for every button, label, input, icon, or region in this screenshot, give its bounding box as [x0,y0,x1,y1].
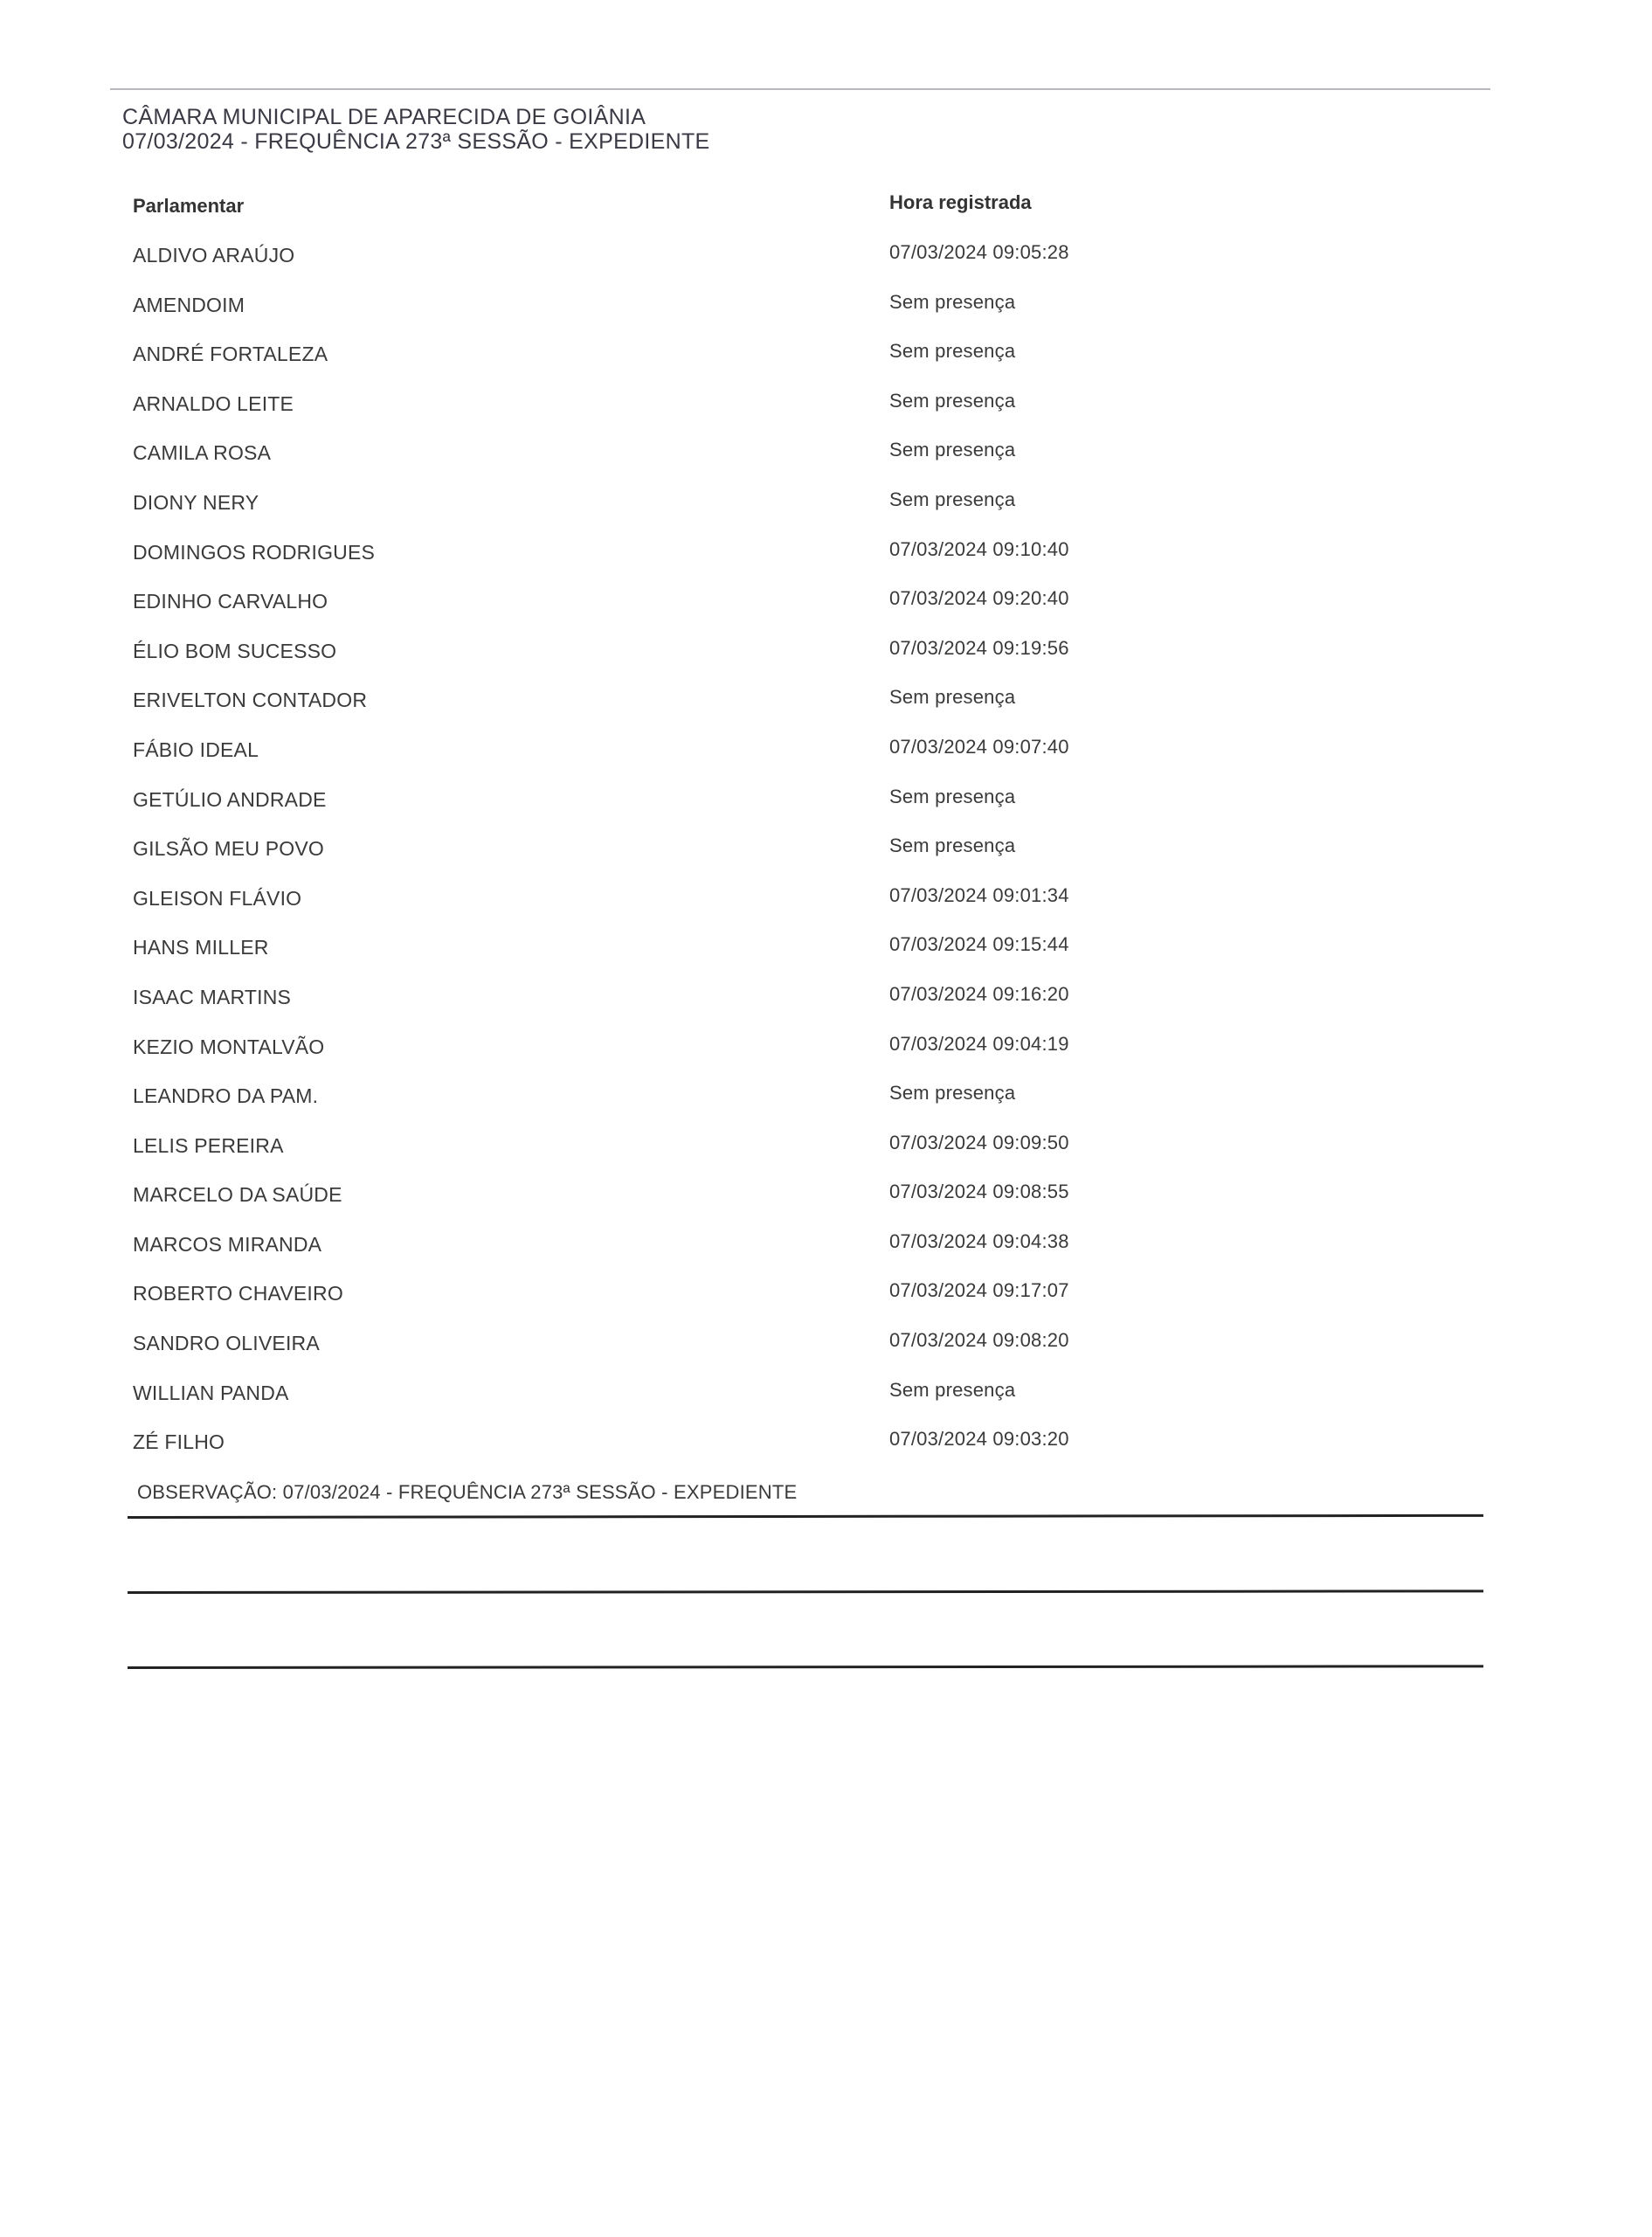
table-header [133,191,1356,232]
parlamentar-name: ANDRÉ FORTALEZA [133,343,328,366]
observation-text: OBSERVAÇÃO: 07/03/2024 - FREQUÊNCIA 273ª SESSÃO - EXPEDIENTE [137,1481,798,1503]
hora-registrada: 07/03/2024 09:04:19 [889,1032,1069,1055]
parlamentar-name: WILLIAN PANDA [133,1381,289,1404]
table-row [133,1221,1356,1271]
session-title: 07/03/2024 - FREQUÊNCIA 273ª SESSÃO - EXPEDIENTE [122,129,710,154]
hora-registrada: 07/03/2024 09:05:28 [889,241,1069,263]
parlamentar-name: ARNALDO LEITE [133,391,294,415]
table-row [133,973,1356,1023]
signature-line [128,1514,1483,1519]
hora-registrada: 07/03/2024 09:03:20 [889,1428,1069,1451]
parlamentar-name: LELIS PEREIRA [133,1133,284,1157]
column-header-parlamentar: Parlamentar [133,195,245,217]
parlamentar-name: LEANDRO DA PAM. [133,1084,319,1108]
hora-registrada: Sem presença [889,290,1016,313]
parlamentar-name: MARCELO DA SAÚDE [133,1183,342,1207]
table-row [133,479,1356,529]
table-row [133,1072,1356,1122]
hora-registrada: 07/03/2024 09:07:40 [889,735,1069,758]
parlamentar-name: DOMINGOS RODRIGUES [133,540,376,564]
hora-registrada: Sem presença [889,488,1016,510]
hora-registrada: 07/03/2024 09:01:34 [889,883,1069,906]
hora-registrada: Sem presença [889,835,1016,857]
parlamentar-name: GETÚLIO ANDRADE [133,787,327,811]
table-row [133,627,1356,677]
parlamentar-name: ERIVELTON CONTADOR [133,689,368,712]
hora-registrada: 07/03/2024 09:20:40 [889,587,1069,610]
signature-line [128,1589,1483,1594]
table-row [133,330,1356,380]
table-row [133,281,1356,331]
table-row [133,529,1356,578]
parlamentar-name: HANS MILLER [133,936,269,959]
hora-registrada: 07/03/2024 09:10:40 [889,537,1069,560]
table-row [133,380,1356,430]
hora-registrada: 07/03/2024 09:08:20 [889,1329,1069,1352]
hora-registrada: 07/03/2024 09:16:20 [889,982,1069,1005]
parlamentar-name: ZÉ FILHO [133,1430,225,1454]
hora-registrada: Sem presença [889,1378,1016,1401]
table-row [133,776,1356,826]
table-row [133,1369,1356,1419]
document-header [122,105,710,154]
parlamentar-name: SANDRO OLIVEIRA [133,1332,320,1355]
table-row [133,1171,1356,1221]
parlamentar-name: CAMILA ROSA [133,441,272,465]
hora-registrada: 07/03/2024 09:17:07 [889,1279,1069,1302]
table-row [133,578,1356,627]
table-row [133,1270,1356,1319]
table-row [133,676,1356,726]
parlamentar-name: AMENDOIM [133,293,245,316]
table-row [133,825,1356,875]
attendance-table [133,191,1356,1468]
parlamentar-name: MARCOS MIRANDA [133,1232,322,1256]
table-row [133,875,1356,925]
table-row [133,924,1356,973]
parlamentar-name: DIONY NERY [133,490,259,514]
parlamentar-name: ISAAC MARTINS [133,985,292,1008]
parlamentar-name: ALDIVO ARAÚJO [133,244,295,267]
parlamentar-name: ROBERTO CHAVEIRO [133,1282,343,1305]
hora-registrada: Sem presença [889,340,1016,363]
hora-registrada: Sem presença [889,1082,1016,1105]
table-body [133,232,1356,1468]
hora-registrada: Sem presença [889,785,1016,807]
hora-registrada: Sem presença [889,389,1016,412]
table-row [133,429,1356,479]
hora-registrada: Sem presença [889,686,1016,709]
parlamentar-name: KEZIO MONTALVÃO [133,1035,325,1058]
table-row [133,1418,1356,1468]
parlamentar-name: FÁBIO IDEAL [133,738,259,761]
top-rule [110,88,1490,90]
hora-registrada: Sem presença [889,439,1016,461]
hora-registrada: 07/03/2024 09:09:50 [889,1131,1069,1153]
column-header-hora-registrada: Hora registrada [889,191,1032,213]
hora-registrada: 07/03/2024 09:08:55 [889,1181,1069,1203]
parlamentar-name: GILSÃO MEU POVO [133,837,324,861]
parlamentar-name: ÉLIO BOM SUCESSO [133,639,337,662]
table-row [133,1319,1356,1369]
table-row [133,1023,1356,1073]
table-row [133,726,1356,776]
table-row [133,232,1356,281]
parlamentar-name: GLEISON FLÁVIO [133,886,302,910]
hora-registrada: 07/03/2024 09:04:38 [889,1229,1069,1252]
table-row [133,1122,1356,1172]
hora-registrada: 07/03/2024 09:19:56 [889,636,1069,659]
institution-title: CÂMARA MUNICIPAL DE APARECIDA DE GOIÂNIA [122,105,646,129]
signature-line [128,1665,1483,1669]
hora-registrada: 07/03/2024 09:15:44 [889,933,1069,956]
parlamentar-name: EDINHO CARVALHO [133,590,328,613]
